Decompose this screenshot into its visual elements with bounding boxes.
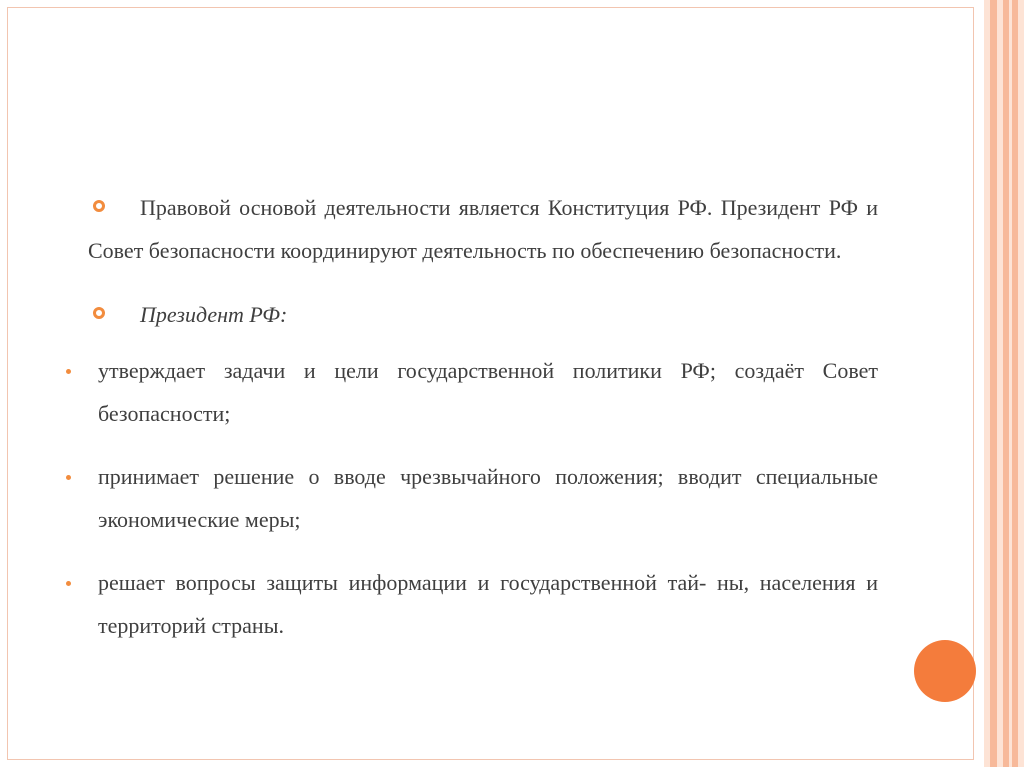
list-item-text: утверждает задачи и цели государственной политики РФ; создаёт Совет безопасности; (98, 358, 878, 426)
list-item (98, 349, 878, 435)
slide-content (88, 186, 878, 647)
ring-bullet-icon (93, 200, 105, 212)
ring-bullet-icon (93, 307, 105, 319)
dot-bullet-icon (66, 475, 71, 480)
subheading-text: Президент РФ: (140, 302, 288, 327)
intro-text: Правовой основой деятельности является Конституция РФ. Президент РФ и Совет безопасности координируют деятельность по обеспечению безопасности. (88, 195, 878, 263)
dot-bullet-icon (66, 369, 71, 374)
intro-paragraph (88, 186, 878, 272)
dot-bullet-icon (66, 581, 71, 586)
list-item (98, 561, 878, 647)
list-item-text: решает вопросы защиты информации и государственной тай- ны, населения и территорий страны. (98, 570, 878, 638)
decorative-circle (914, 640, 976, 702)
list-item (98, 455, 878, 541)
subheading-block (88, 293, 878, 336)
decorative-stripes (984, 0, 1024, 767)
list-item-text: принимает решение о вводе чрезвычайного положения; вводит специальные экономические меры; (98, 464, 878, 532)
